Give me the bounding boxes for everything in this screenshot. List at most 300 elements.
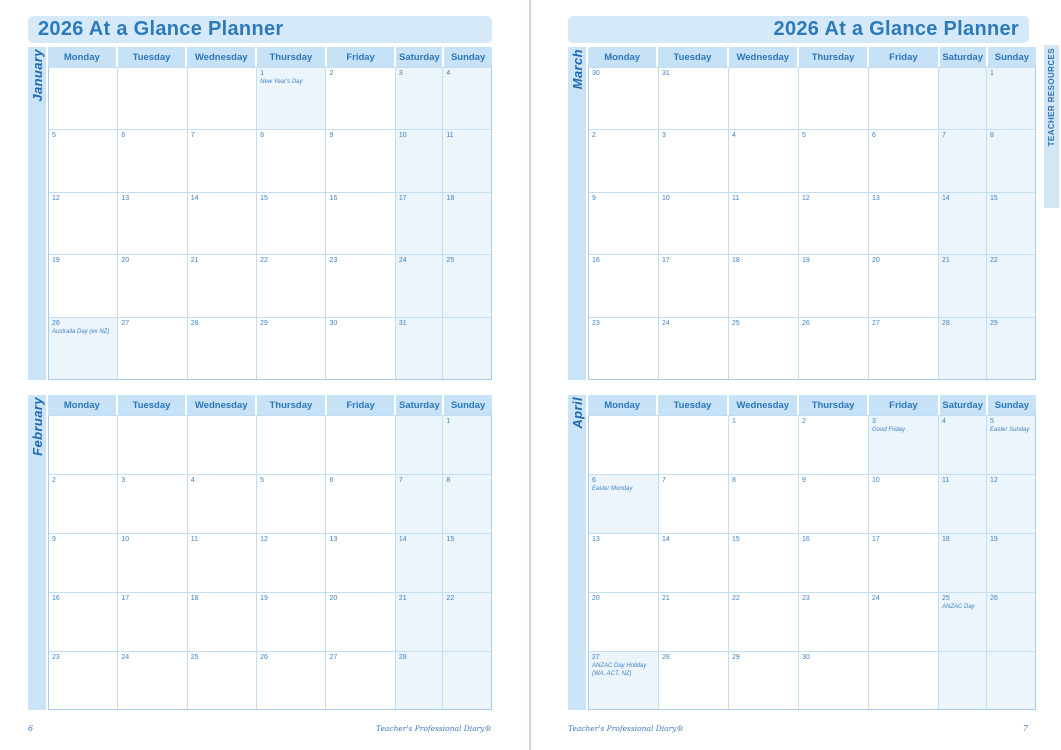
weekday-header-tuesday: Tuesday (118, 395, 188, 415)
day-cell-march-empty (799, 67, 869, 129)
day-cell-march-19 (799, 254, 869, 316)
day-number: 19 (802, 257, 810, 265)
day-number: 26 (52, 319, 60, 327)
weekday-header-thursday: Thursday (799, 395, 869, 415)
day-cell-january-27 (118, 317, 187, 379)
day-number: 1 (260, 70, 265, 77)
day-cell-february-26 (257, 651, 326, 710)
day-cell-march-28 (939, 317, 987, 379)
day-cell-march-25 (729, 317, 799, 379)
weekday-header-friday: Friday (327, 47, 397, 67)
day-cell-february-empty (326, 415, 395, 474)
day-number: 9 (52, 535, 56, 543)
day-cell-april-24 (869, 592, 939, 651)
day-number: 1 (732, 418, 736, 425)
day-cell-april-22 (729, 592, 799, 651)
day-number: 16 (52, 594, 60, 602)
day-number: 2 (329, 70, 334, 77)
teacher-resources-tab (1044, 45, 1059, 208)
day-number: 19 (52, 257, 60, 265)
day-number: 28 (398, 653, 407, 661)
day-grid (48, 67, 492, 380)
day-number: 24 (662, 319, 670, 327)
day-number: 8 (732, 476, 736, 484)
day-number: 24 (121, 653, 130, 661)
weekday-header-saturday: Saturday (940, 47, 988, 67)
day-cell-march-11 (729, 192, 799, 254)
day-cell-april-4 (939, 415, 987, 474)
day-number: 8 (990, 132, 994, 140)
day-cell-january-19 (49, 254, 118, 316)
day-number: 21 (190, 257, 199, 265)
day-number: 23 (329, 257, 338, 265)
day-number: 20 (329, 594, 338, 602)
brand-mark-left: Teacher's Professional Diary® (376, 724, 492, 733)
day-cell-february-1 (443, 415, 491, 474)
day-cell-april-20 (589, 592, 659, 651)
day-number: 11 (446, 132, 454, 140)
day-cell-march-17 (659, 254, 729, 316)
day-cell-march-10 (659, 192, 729, 254)
day-number: 26 (990, 594, 998, 602)
day-number: 6 (329, 476, 334, 484)
month-grid-march (588, 47, 1036, 380)
weekday-header-sunday: Sunday (444, 395, 492, 415)
day-cell-february-3 (118, 474, 187, 533)
day-number: 10 (662, 194, 670, 202)
day-cell-april-7 (659, 474, 729, 533)
day-number: 12 (990, 476, 998, 484)
day-cell-february-21 (396, 592, 444, 651)
day-number: 13 (592, 535, 600, 543)
day-cell-february-23 (49, 651, 118, 710)
calendar-april (568, 395, 1036, 710)
day-number: 2 (52, 476, 56, 484)
day-cell-april-2 (799, 415, 869, 474)
day-number: 14 (398, 535, 407, 543)
weekday-header-sunday: Sunday (988, 47, 1036, 67)
day-cell-february-27 (326, 651, 395, 710)
page-gutter-shadow (527, 0, 533, 750)
day-cell-january-13 (118, 192, 187, 254)
day-cell-march-4 (729, 129, 799, 191)
weekday-header-row (48, 395, 492, 415)
page-title-right: 2026 At a Glance Planner (773, 18, 1019, 40)
day-number: 29 (732, 653, 740, 661)
day-cell-april-empty (659, 415, 729, 474)
day-number: 23 (592, 319, 600, 327)
day-number: 12 (802, 194, 810, 202)
weekday-header-sunday: Sunday (444, 47, 492, 67)
day-number: 9 (592, 194, 596, 202)
day-number: 11 (190, 535, 199, 543)
day-cell-march-23 (589, 317, 659, 379)
day-cell-january-empty (443, 317, 491, 379)
day-number: 2 (592, 132, 596, 140)
day-grid (588, 67, 1036, 380)
month-grid-february (48, 395, 492, 710)
day-number: 26 (802, 319, 810, 327)
day-number: 9 (329, 132, 334, 140)
day-cell-february-empty (49, 415, 118, 474)
weekday-header-thursday: Thursday (257, 395, 327, 415)
weekday-header-row (588, 47, 1036, 67)
day-number: 27 (592, 653, 600, 661)
day-number: 15 (260, 194, 268, 202)
weekday-header-thursday: Thursday (257, 47, 327, 67)
weekday-header-sunday: Sunday (988, 395, 1036, 415)
day-cell-february-5 (257, 474, 326, 533)
day-cell-april-empty (869, 651, 939, 710)
day-number: 5 (260, 476, 265, 484)
day-number: 22 (260, 257, 268, 265)
day-cell-april-16 (799, 533, 869, 592)
day-cell-april-9 (799, 474, 869, 533)
day-cell-january-3 (396, 67, 444, 129)
day-cell-february-6 (326, 474, 395, 533)
day-number: 4 (732, 132, 736, 140)
day-number: 17 (121, 594, 130, 602)
day-number: 28 (942, 319, 950, 327)
day-number: 21 (398, 594, 407, 602)
day-cell-february-4 (188, 474, 257, 533)
day-cell-january-2 (326, 67, 395, 129)
day-number: 13 (121, 194, 130, 202)
day-cell-january-25 (443, 254, 491, 316)
day-cell-february-15 (443, 533, 491, 592)
day-number: 17 (662, 257, 670, 265)
day-cell-march-15 (987, 192, 1035, 254)
day-cell-april-18 (939, 533, 987, 592)
day-number: 18 (446, 194, 455, 202)
day-number: 4 (942, 418, 946, 425)
day-number: 31 (398, 319, 407, 327)
day-cell-february-24 (118, 651, 187, 710)
day-number: 13 (329, 535, 338, 543)
holiday-label: Easter Sunday (990, 427, 1030, 434)
day-cell-january-15 (257, 192, 326, 254)
day-number: 20 (872, 257, 880, 265)
day-cell-january-23 (326, 254, 395, 316)
month-strip-february (28, 395, 46, 710)
day-number: 11 (942, 476, 950, 484)
day-cell-march-5 (799, 129, 869, 191)
day-number: 23 (52, 653, 60, 661)
month-label-february: February (29, 397, 45, 456)
day-number: 7 (942, 132, 946, 140)
weekday-header-wednesday: Wednesday (729, 47, 799, 67)
day-number: 3 (398, 70, 403, 77)
day-cell-april-empty (987, 651, 1035, 710)
weekday-header-monday: Monday (588, 47, 658, 67)
weekday-header-row (588, 395, 1036, 415)
day-cell-april-8 (729, 474, 799, 533)
day-number: 15 (990, 194, 998, 202)
day-number: 14 (942, 194, 950, 202)
right-page-title-banner (568, 16, 1029, 43)
day-cell-march-16 (589, 254, 659, 316)
day-cell-april-27 (589, 651, 659, 710)
day-number: 7 (662, 476, 666, 484)
day-number: 7 (190, 132, 195, 140)
day-cell-march-14 (939, 192, 987, 254)
day-number: 15 (732, 535, 740, 543)
day-cell-april-empty (939, 651, 987, 710)
day-number: 2 (802, 418, 806, 425)
day-number: 30 (592, 70, 600, 77)
day-cell-april-13 (589, 533, 659, 592)
day-number: 1 (446, 418, 451, 425)
day-number: 24 (398, 257, 407, 265)
day-number: 18 (942, 535, 950, 543)
day-cell-march-18 (729, 254, 799, 316)
day-number: 20 (592, 594, 600, 602)
day-number: 14 (190, 194, 199, 202)
day-cell-march-22 (987, 254, 1035, 316)
day-number: 3 (121, 476, 126, 484)
day-number: 23 (802, 594, 810, 602)
day-cell-march-7 (939, 129, 987, 191)
holiday-label: ANZAC Day Holiday (WA, ACT, NZ) (592, 662, 647, 677)
day-cell-january-31 (396, 317, 444, 379)
weekday-header-saturday: Saturday (940, 395, 988, 415)
day-number: 4 (446, 70, 451, 77)
day-cell-february-9 (49, 533, 118, 592)
day-cell-january-11 (443, 129, 491, 191)
day-cell-january-6 (118, 129, 187, 191)
day-cell-april-26 (987, 592, 1035, 651)
day-cell-february-18 (188, 592, 257, 651)
day-number: 10 (121, 535, 130, 543)
day-cell-april-10 (869, 474, 939, 533)
day-number: 25 (732, 319, 740, 327)
day-number: 15 (446, 535, 455, 543)
day-cell-february-8 (443, 474, 491, 533)
page-number-right: 7 (1022, 724, 1028, 733)
day-number: 29 (260, 319, 268, 327)
calendar-january (28, 47, 492, 380)
weekday-header-row (48, 47, 492, 67)
teacher-resources-tab-label: TEACHER RESOURCES (1047, 48, 1056, 147)
month-grid-january (48, 47, 492, 380)
month-grid-april (588, 395, 1036, 710)
weekday-header-monday: Monday (588, 395, 658, 415)
day-cell-january-22 (257, 254, 326, 316)
page-number-left: 6 (28, 724, 34, 733)
holiday-label: Good Friday (872, 427, 906, 434)
day-number: 26 (260, 653, 268, 661)
weekday-header-monday: Monday (48, 47, 118, 67)
day-number: 18 (190, 594, 199, 602)
day-number: 13 (872, 194, 880, 202)
day-cell-march-30 (589, 67, 659, 129)
day-number: 4 (190, 476, 195, 484)
holiday-label: ANZAC Day (942, 604, 975, 611)
day-cell-february-13 (326, 533, 395, 592)
day-number: 22 (990, 257, 998, 265)
day-number: 25 (942, 594, 950, 602)
day-cell-january-28 (188, 317, 257, 379)
day-cell-january-14 (188, 192, 257, 254)
month-strip-january (28, 47, 46, 380)
day-grid (588, 415, 1036, 710)
day-number: 25 (446, 257, 455, 265)
day-cell-january-26 (49, 317, 118, 379)
day-number: 10 (398, 132, 407, 140)
day-cell-april-empty (589, 415, 659, 474)
day-number: 16 (802, 535, 810, 543)
day-cell-january-16 (326, 192, 395, 254)
day-cell-april-19 (987, 533, 1035, 592)
day-number: 5 (802, 132, 806, 140)
weekday-header-saturday: Saturday (396, 47, 444, 67)
day-number: 21 (662, 594, 670, 602)
day-number: 30 (802, 653, 810, 661)
day-cell-april-17 (869, 533, 939, 592)
brand-mark-right: Teacher's Professional Diary® (568, 724, 684, 733)
day-number: 28 (662, 653, 670, 661)
day-number: 27 (121, 319, 130, 327)
day-cell-february-empty (188, 415, 257, 474)
day-number: 10 (872, 476, 880, 484)
day-cell-march-empty (729, 67, 799, 129)
day-cell-february-7 (396, 474, 444, 533)
day-cell-february-16 (49, 592, 118, 651)
day-cell-march-26 (799, 317, 869, 379)
day-cell-april-23 (799, 592, 869, 651)
month-label-april: April (569, 397, 585, 429)
day-cell-february-25 (188, 651, 257, 710)
day-number: 24 (872, 594, 880, 602)
day-cell-february-11 (188, 533, 257, 592)
day-cell-january-30 (326, 317, 395, 379)
day-cell-january-5 (49, 129, 118, 191)
day-cell-april-6 (589, 474, 659, 533)
day-cell-january-12 (49, 192, 118, 254)
day-cell-january-29 (257, 317, 326, 379)
day-cell-march-29 (987, 317, 1035, 379)
weekday-header-tuesday: Tuesday (658, 395, 728, 415)
weekday-header-friday: Friday (869, 47, 939, 67)
day-number: 3 (872, 418, 876, 425)
weekday-header-wednesday: Wednesday (729, 395, 799, 415)
day-cell-april-12 (987, 474, 1035, 533)
day-number: 29 (990, 319, 998, 327)
day-cell-january-4 (443, 67, 491, 129)
day-number: 7 (398, 476, 403, 484)
day-cell-january-10 (396, 129, 444, 191)
day-cell-february-20 (326, 592, 395, 651)
day-cell-january-empty (118, 67, 187, 129)
day-number: 17 (398, 194, 407, 202)
day-cell-march-20 (869, 254, 939, 316)
weekday-header-tuesday: Tuesday (658, 47, 728, 67)
day-cell-february-empty (118, 415, 187, 474)
day-cell-february-10 (118, 533, 187, 592)
day-cell-january-21 (188, 254, 257, 316)
day-cell-february-12 (257, 533, 326, 592)
day-number: 14 (662, 535, 670, 543)
day-number: 27 (872, 319, 880, 327)
holiday-label: Easter Monday (592, 486, 633, 493)
day-number: 22 (446, 594, 455, 602)
day-cell-april-11 (939, 474, 987, 533)
day-number: 8 (260, 132, 265, 140)
day-grid (48, 415, 492, 710)
day-cell-march-12 (799, 192, 869, 254)
day-cell-january-empty (188, 67, 257, 129)
day-cell-january-24 (396, 254, 444, 316)
day-number: 17 (872, 535, 880, 543)
day-number: 11 (732, 194, 740, 202)
day-number: 27 (329, 653, 338, 661)
day-number: 12 (52, 194, 60, 202)
day-number: 6 (872, 132, 876, 140)
day-cell-march-27 (869, 317, 939, 379)
day-number: 19 (990, 535, 998, 543)
day-cell-february-empty (443, 651, 491, 710)
day-number: 31 (662, 70, 670, 77)
day-cell-january-1 (257, 67, 326, 129)
day-number: 28 (190, 319, 199, 327)
day-cell-april-28 (659, 651, 729, 710)
day-cell-april-1 (729, 415, 799, 474)
day-cell-april-25 (939, 592, 987, 651)
day-number: 5 (52, 132, 56, 140)
day-number: 18 (732, 257, 740, 265)
day-cell-april-3 (869, 415, 939, 474)
weekday-header-monday: Monday (48, 395, 118, 415)
day-cell-march-24 (659, 317, 729, 379)
day-cell-march-6 (869, 129, 939, 191)
day-number: 5 (990, 418, 994, 425)
day-cell-march-3 (659, 129, 729, 191)
weekday-header-tuesday: Tuesday (118, 47, 188, 67)
day-number: 12 (260, 535, 268, 543)
day-number: 19 (260, 594, 268, 602)
day-cell-february-19 (257, 592, 326, 651)
weekday-header-friday: Friday (327, 395, 397, 415)
day-cell-april-21 (659, 592, 729, 651)
day-number: 6 (592, 476, 596, 484)
weekday-header-friday: Friday (869, 395, 939, 415)
holiday-label: Australia Day (ex NZ) (52, 328, 110, 335)
day-cell-february-17 (118, 592, 187, 651)
day-cell-january-empty (49, 67, 118, 129)
day-cell-april-29 (729, 651, 799, 710)
day-cell-january-18 (443, 192, 491, 254)
holiday-label: New Year's Day (260, 79, 303, 86)
month-strip-march (568, 47, 586, 380)
weekday-header-wednesday: Wednesday (187, 47, 257, 67)
month-label-march: March (569, 49, 585, 90)
weekday-header-thursday: Thursday (799, 47, 869, 67)
day-number: 25 (190, 653, 199, 661)
day-cell-february-28 (396, 651, 444, 710)
day-cell-february-22 (443, 592, 491, 651)
day-number: 3 (662, 132, 666, 140)
left-page-title-banner (28, 16, 492, 43)
weekday-header-saturday: Saturday (396, 395, 444, 415)
day-number: 22 (732, 594, 740, 602)
day-number: 6 (121, 132, 126, 140)
month-label-january: January (29, 49, 45, 102)
calendar-february (28, 395, 492, 710)
day-cell-march-1 (987, 67, 1035, 129)
day-cell-april-30 (799, 651, 869, 710)
day-cell-april-5 (987, 415, 1035, 474)
day-number: 16 (329, 194, 338, 202)
